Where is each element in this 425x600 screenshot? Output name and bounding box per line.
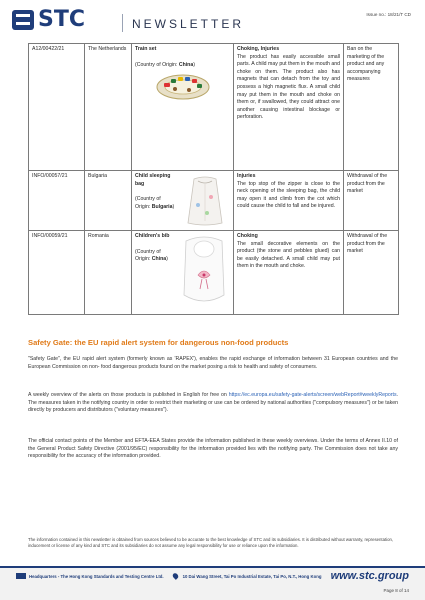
building-icon bbox=[16, 573, 26, 579]
page-header bbox=[0, 0, 425, 38]
hq-label: Headquarters - The Hong Kong Standards and Testing Centre Ltd. bbox=[29, 573, 164, 579]
bib-photo bbox=[178, 235, 230, 307]
newsletter-label: NEWSLETTER bbox=[132, 17, 245, 31]
hazard-type: Choking bbox=[237, 233, 258, 239]
paragraph-weekly-overview: A weekly overview of the alerts on those products is published in English for free on https://ec.europa.eu/safety-gate-alerts/screen/webReport#weeklyReports. The measures taken in the notifying country in order to restrict their marketing or use can be ordered by national authorities ("compulsory measures") or be taken directly by producers and distributors ("voluntary measures"). bbox=[28, 392, 398, 414]
section-title: Safety Gate: the EU rapid alert system for dangerous non-food products bbox=[28, 338, 289, 347]
measure-cell: Withdrawal of the product from the market bbox=[344, 171, 399, 231]
hazard-type: Choking, Injuries bbox=[237, 46, 280, 52]
product-name: Train set bbox=[135, 46, 157, 52]
issue-number: Issue no.: 18/21/T CD bbox=[366, 12, 411, 17]
hazard-cell bbox=[234, 171, 344, 231]
logo-text: STC bbox=[38, 7, 85, 32]
country-of-origin: (Country of Origin: China) bbox=[135, 248, 168, 263]
website-link[interactable]: www.stc.group bbox=[330, 570, 409, 582]
sleeping-bag-photo bbox=[180, 175, 230, 227]
table-row bbox=[29, 171, 399, 231]
product-cell bbox=[132, 171, 234, 231]
hazard-description: The small decorative elements on the product (the stone and pebbles glued) can be easily detached. A small child may put them in the mouth and choke. bbox=[237, 240, 340, 270]
hazard-type: Injuries bbox=[237, 173, 256, 179]
product-cell bbox=[132, 231, 234, 315]
measure-cell: Ban on the marketing of the product and any accompanying measures bbox=[344, 44, 399, 171]
footer-disclaimer: The information contained in this newsletter is obtained from sources believed to be accurate to the best knowledge of STC and its subsidiaries. It is distributed without warranty, representation, inducement or license of any kind and STC and its subsidiaries do not assume any legal responsibility for use or reliance upon the information. bbox=[28, 537, 394, 548]
paragraph-intro: "Safety Gate", the EU rapid alert system (formerly known as 'RAPEX'), enables the rapid exchange of information between 31 European countries and the European Commission on non- food dangerous products found on the market posing a risk to health and safety of consumers. bbox=[28, 356, 398, 370]
paragraph-contact-points: The official contact points of the Member and EFTA-EEA States provide the information published in these weekly overviews. Under the terms of Annex II.10 of the General Product Safety Directive (2001/95/EC) responsibility for the information provided lies with the notifying party. The Commission does not take any responsibility for the accuracy of the information provided. bbox=[28, 438, 398, 460]
measure-cell: Withdrawal of the product from the market bbox=[344, 231, 399, 315]
country-cell: The Netherlands bbox=[85, 44, 132, 171]
ref-cell: A12/00422/21 bbox=[29, 44, 85, 171]
ref-cell: INFO/00059/21 bbox=[29, 231, 85, 315]
hazard-description: The product has easily accessible small parts. A child may put them in the mouth and choke on them. The product also has magnets that can detach from the toy and possess a high magnetic flux. A small child may put them in the mouth and choke on them or, if swallowed, they could attract one another causing intestinal blockage or perforation. bbox=[237, 53, 340, 121]
product-name: Children's bib bbox=[135, 233, 170, 239]
ref-cell: INFO/00057/21 bbox=[29, 171, 85, 231]
footer-accent-line bbox=[0, 566, 425, 568]
country-cell: Romania bbox=[85, 231, 132, 315]
location-pin-icon bbox=[171, 572, 179, 580]
stc-logo bbox=[12, 7, 85, 32]
country-of-origin: (Country of Origin: Bulgaria) bbox=[135, 196, 175, 210]
stc-logo-icon bbox=[12, 10, 34, 30]
alerts-table bbox=[28, 43, 399, 315]
product-cell bbox=[132, 44, 234, 171]
address-text: 10 Dai Wang Street, Tai Po Industrial Estate, Tai Po, N.T., Hong Kong bbox=[182, 573, 322, 579]
table-row bbox=[29, 231, 399, 315]
footer-address bbox=[16, 573, 321, 579]
table-row bbox=[29, 44, 399, 171]
hazard-cell bbox=[234, 231, 344, 315]
country-cell: Bulgaria bbox=[85, 171, 132, 231]
country-of-origin: (Country of Origin: China) bbox=[135, 61, 195, 68]
product-name: Child sleeping bag bbox=[135, 173, 171, 187]
safety-gate-link[interactable]: https://ec.europa.eu/safety-gate-alerts/screen/webReport#weeklyReports bbox=[228, 392, 397, 398]
hazard-description: The top stop of the zipper is close to the neck opening of the sleeping bag, the child may open it and climb from the cot which could cause the child to fall and be injured. bbox=[237, 180, 340, 210]
train-set-photo bbox=[155, 73, 211, 101]
hazard-cell bbox=[234, 44, 344, 171]
header-divider bbox=[122, 14, 123, 32]
page-number: Page 8 of 14 bbox=[383, 588, 409, 593]
